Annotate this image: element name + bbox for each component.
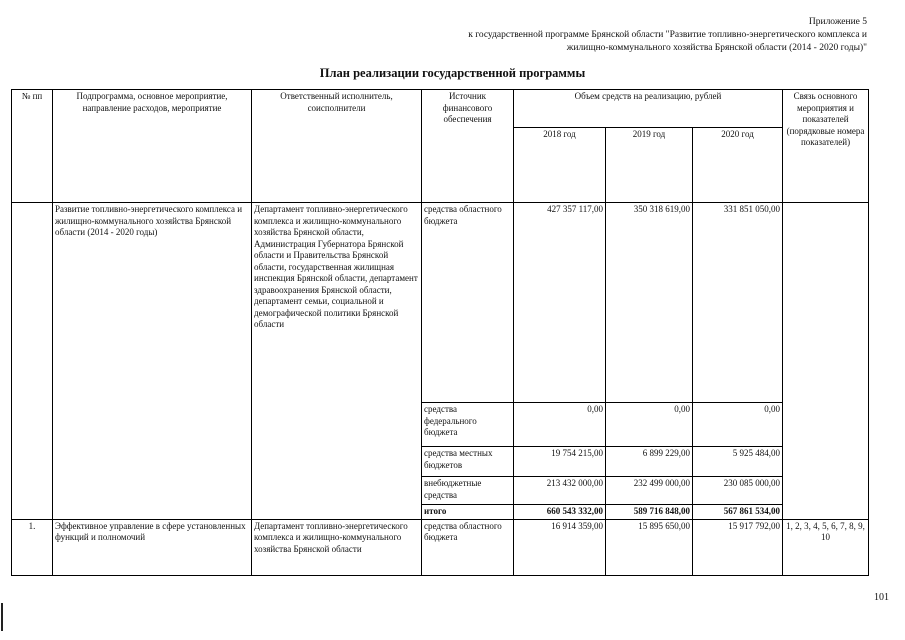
header-link: Связь основного мероприятия и показателей (порядковые номера показателей) (783, 90, 869, 203)
funding-source: средства областного бюджета (422, 519, 514, 575)
program-name: Развитие топливно-энергетического комплекса и жилищно-коммунального хозяйства Брянской области (2014 - 2020 годы) (53, 203, 252, 520)
amount-2019: 0,00 (606, 403, 693, 447)
item-name: Эффективное управление в сфере установленных функций и полномочий (53, 519, 252, 575)
amount-2019: 6 899 229,00 (606, 447, 693, 477)
amount-2018: 19 754 215,00 (514, 447, 606, 477)
item-executor: Департамент топливно-энергетического комплекса и жилищно-коммунального хозяйства Брянской области (252, 519, 422, 575)
amount-2020: 331 851 050,00 (693, 203, 783, 403)
header-volume: Объем средств на реализацию, рублей (514, 90, 783, 128)
funding-source: средства федерального бюджета (422, 403, 514, 447)
item-num: 1. (12, 519, 53, 575)
funding-source: средства областного бюджета (422, 203, 514, 403)
header-year-2020: 2020 год (693, 128, 783, 203)
program-link-cell (783, 203, 869, 520)
total-2019: 589 716 848,00 (606, 505, 693, 520)
header-source: Источник финансового обеспечения (422, 90, 514, 203)
total-2018: 660 543 332,00 (514, 505, 606, 520)
header-year-2019: 2019 год (606, 128, 693, 203)
amount-2018: 213 432 000,00 (514, 477, 606, 505)
appendix-line-3: жилищно-коммунального хозяйства Брянской области (2014 - 2020 годы)" (566, 43, 867, 53)
header-num: № пп (12, 90, 53, 203)
amount-2020: 5 925 484,00 (693, 447, 783, 477)
total-label: итого (422, 505, 514, 520)
appendix-header (347, 16, 867, 55)
amount-2018: 0,00 (514, 403, 606, 447)
appendix-line-2: к государственной программе Брянской области "Развитие топливно-энергетического комплекса и (468, 30, 867, 40)
document-title: План реализации государственной программы (319, 66, 586, 80)
amount-2020: 15 917 792,00 (693, 519, 783, 575)
amount-2018: 427 357 117,00 (514, 203, 606, 403)
amount-2018: 16 914 359,00 (514, 519, 606, 575)
funding-source: внебюджетные средства (422, 477, 514, 505)
appendix-line-1: Приложение 5 (808, 17, 867, 27)
program-executor: Департамент топливно-энергетического комплекса и жилищно-коммунального хозяйства Брянской области, Администрация Губернатора Брянской области и Правительства Брянской области, государственная жилищная инспекция Брянской области, департамент здравоохранения Брянской области, департамент семьи, социальной и демографической политики Брянской области (252, 203, 422, 520)
scan-margin-mark (1, 603, 3, 631)
amount-2019: 232 499 000,00 (606, 477, 693, 505)
item-link: 1, 2, 3, 4, 5, 6, 7, 8, 9, 10 (783, 519, 869, 575)
program-plan-table (11, 89, 869, 576)
amount-2020: 230 085 000,00 (693, 477, 783, 505)
header-year-2018: 2018 год (514, 128, 606, 203)
page-number: 101 (874, 592, 889, 603)
header-subprogram: Подпрограмма, основное мероприятие, направление расходов, мероприятие (53, 90, 252, 203)
header-executor: Ответственный исполнитель, соисполнители (252, 90, 422, 203)
amount-2019: 350 318 619,00 (606, 203, 693, 403)
table-row (12, 519, 869, 575)
amount-2020: 0,00 (693, 403, 783, 447)
total-2020: 567 861 534,00 (693, 505, 783, 520)
program-num-cell (12, 203, 53, 520)
funding-source: средства местных бюджетов (422, 447, 514, 477)
amount-2019: 15 895 650,00 (606, 519, 693, 575)
table-row (12, 203, 869, 403)
